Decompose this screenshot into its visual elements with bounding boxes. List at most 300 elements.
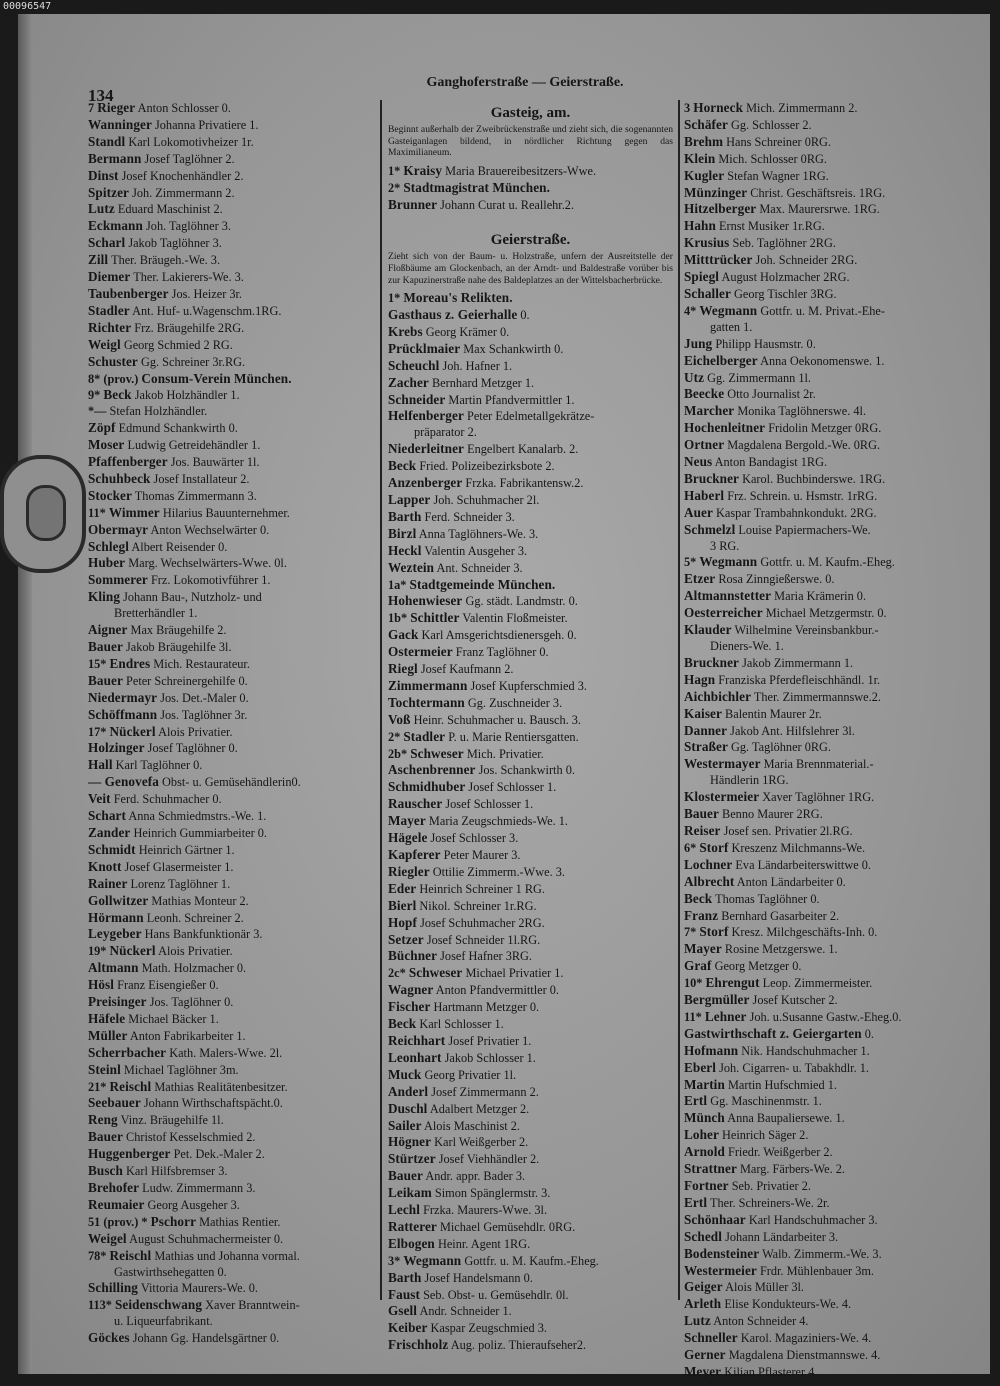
resident-detail: Peter Schreinergehilfe 0. (126, 673, 248, 688)
directory-entry (388, 307, 673, 324)
resident-name: Bruckner (684, 470, 740, 486)
resident-name: Kugler (684, 167, 725, 183)
resident-detail: Monika Taglöhnerswe. 4l. (737, 404, 867, 419)
resident-detail: Josef Glasermeister 1. (124, 859, 234, 874)
resident-name: Weztein (388, 559, 435, 575)
directory-entry (388, 475, 673, 492)
resident-name: Anzenberger (388, 475, 463, 491)
resident-detail: Anna Oekonomenswe. 1. (760, 353, 885, 368)
directory-entry (684, 756, 964, 773)
resident-detail: Anton Wechselwärter 0. (150, 522, 270, 537)
directory-entry (388, 593, 673, 610)
resident-detail: Frdr. Mühlenbauer 3m. (759, 1263, 875, 1278)
resident-detail: Jakob Taglöhner 3. (128, 236, 222, 251)
directory-entry (88, 673, 376, 690)
resident-name: Schmidhuber (388, 779, 466, 795)
resident-name: Wegmann (699, 302, 758, 318)
directory-entry (388, 1118, 673, 1135)
directory-entry (684, 437, 964, 454)
resident-name: Stadtmagistrat München. (403, 179, 551, 195)
resident-name: Haberl (684, 487, 725, 503)
house-number: 2c* (388, 966, 406, 981)
resident-detail: Maria Krämerin 0. (774, 589, 867, 604)
house-number: 2* (388, 729, 401, 744)
resident-detail: Ferd. Schuhmacher 0. (113, 792, 222, 807)
resident-name: Muck (388, 1066, 422, 1082)
resident-detail: Gastwirthsehegatten 0. (114, 1264, 227, 1279)
resident-detail: Joh. Hafner 1. (442, 358, 513, 373)
directory-entry (88, 269, 376, 286)
directory-entry (388, 847, 673, 864)
directory-entry (88, 371, 376, 388)
page-edge-shadow (18, 14, 32, 1374)
resident-detail: Heinrich Säger 2. (722, 1128, 809, 1143)
resident-name: Gsell (388, 1303, 418, 1319)
resident-name: Franz (684, 907, 719, 923)
resident-name: Aichbichler (684, 688, 752, 704)
resident-detail: August Schuhmachermeister 0. (129, 1231, 284, 1246)
resident-detail: Michael Bäcker 1. (128, 1011, 219, 1026)
directory-entry (684, 1077, 964, 1094)
resident-name: Wegmann (699, 554, 758, 570)
resident-name: Neus (684, 454, 713, 470)
resident-name: Moreau's Relikten. (403, 290, 513, 306)
directory-entry (88, 960, 376, 977)
resident-detail: Jakob Schlosser 1. (444, 1050, 536, 1065)
resident-detail: Max Schankwirth 0. (463, 341, 564, 356)
resident-detail: Bernhard Gasarbeiter 2. (721, 908, 840, 923)
resident-detail: Nik. Handschuhmacher 1. (741, 1043, 870, 1058)
directory-entry (88, 825, 376, 842)
resident-name: Niederleitner (388, 441, 464, 457)
resident-name: Graf (684, 958, 712, 974)
directory-entry (88, 168, 376, 185)
directory-entry (684, 554, 964, 571)
directory-entry (684, 386, 964, 403)
resident-detail: Josef Kutscher 2. (752, 993, 838, 1008)
resident-name: Beck (103, 387, 132, 403)
directory-entry (684, 672, 964, 689)
directory-entry (684, 505, 964, 522)
directory-entry (684, 588, 964, 605)
directory-entry (88, 1280, 376, 1297)
resident-name: Martin (684, 1076, 725, 1092)
directory-entry (388, 678, 673, 695)
resident-name: Kling (88, 589, 121, 605)
resident-detail: Math. Holzmacher 0. (141, 961, 247, 976)
house-number: 19* (88, 944, 107, 959)
resident-name: Hörmann (88, 909, 144, 925)
directory-entry (388, 1202, 673, 1219)
resident-detail: Pet. Dek.-Maler 2. (173, 1147, 265, 1162)
directory-entry (88, 1265, 376, 1281)
directory-entry (388, 358, 673, 375)
resident-name: Ehrengut (705, 975, 760, 991)
resident-detail: Ther. Lakierers-We. 3. (133, 270, 244, 285)
resident-detail: Heinrich Gärtner 1. (138, 842, 235, 857)
resident-detail: Johanna Privatiere 1. (155, 117, 259, 132)
resident-detail: Joh. Zimmermann 2. (132, 185, 235, 200)
resident-detail: Magdalena Dienstmannswe. 4. (728, 1348, 881, 1363)
resident-name: Pfaffenberger (88, 454, 168, 470)
resident-name: Schweser (408, 965, 463, 981)
directory-entry (88, 656, 376, 673)
directory-entry (684, 1229, 964, 1246)
resident-detail: Alois Privatier. (158, 944, 233, 959)
resident-name: Reischl (109, 1078, 152, 1094)
resident-name: Schittler (410, 610, 460, 626)
directory-entry (684, 655, 964, 672)
resident-name: Frischholz (388, 1337, 449, 1353)
resident-name: Aigner (88, 622, 128, 638)
resident-name: Gasthaus z. Geierhalle (388, 307, 518, 322)
resident-detail: Josef sen. Privatier 2l.RG. (723, 823, 853, 838)
resident-name: Schedl (684, 1228, 722, 1244)
resident-name: Diemer (88, 269, 131, 285)
resident-detail: 3 RG. (710, 538, 740, 553)
directory-entry (388, 1084, 673, 1101)
directory-entry (388, 948, 673, 965)
resident-detail: Anton Schlosser 0. (137, 101, 231, 115)
directory-entry (388, 661, 673, 678)
resident-name: Göckes (88, 1330, 130, 1346)
resident-detail: Gottfr. u. M. Privat.-Ehe- (760, 303, 885, 318)
resident-name: Sailer (388, 1117, 422, 1133)
directory-entry (88, 943, 376, 960)
directory-entry (88, 977, 376, 994)
resident-detail: Josef Kaufmann 2. (420, 662, 514, 677)
resident-detail: Gg. Zimmermann 1l. (707, 370, 811, 385)
directory-entry (88, 522, 376, 539)
resident-detail: Aug. poliz. Thieraufseher2. (450, 1338, 587, 1353)
resident-name: Huber (88, 555, 126, 571)
resident-name: Gastwirthschaft z. Geiergarten (684, 1025, 862, 1041)
directory-entry (684, 941, 964, 958)
directory-entry (684, 1093, 964, 1110)
resident-name: Dinst (88, 167, 119, 183)
resident-detail: Ferd. Schneider 3. (424, 509, 515, 524)
resident-name: Helfenberger (388, 408, 464, 424)
house-number: 4* (684, 303, 697, 318)
resident-name: Bierl (388, 897, 417, 913)
resident-name: Strattner (684, 1161, 737, 1177)
column-3 (684, 100, 964, 1381)
resident-name: Schmelzl (684, 521, 736, 537)
directory-entry (88, 420, 376, 437)
directory-entry (684, 1043, 964, 1060)
house-number: 78* (88, 1248, 107, 1263)
resident-detail: gatten 1. (710, 319, 753, 334)
resident-detail: Joh. Cigarren- u. Tabakhdlr. 1. (719, 1060, 869, 1075)
resident-name: Loher (684, 1127, 719, 1143)
resident-detail: Thomas Zimmermann 3. (134, 488, 257, 503)
resident-detail: Obst- u. Gemüsehändlerin0. (162, 775, 301, 790)
column-rule-left (380, 100, 382, 1300)
resident-name: — Genovefa (88, 774, 159, 790)
resident-name: Lutz (684, 1313, 711, 1329)
resident-detail: Eduard Maschinist 2. (117, 202, 223, 217)
resident-name: Aschenbrenner (388, 762, 476, 778)
resident-name: Krebs (388, 323, 423, 339)
resident-detail: Franz Eisengießer 0. (117, 978, 219, 993)
resident-name: Bauer (88, 639, 123, 654)
resident-detail: Joh. Taglöhner 3. (146, 219, 231, 234)
resident-detail: Christof Kesselschmied 2. (126, 1130, 256, 1145)
resident-name: Lutz (88, 201, 115, 217)
resident-name: Hohenwieser (388, 593, 463, 609)
resident-detail: Magdalena Bergold.-We. 0RG. (727, 438, 881, 453)
resident-detail: Lorenz Taglöhner 1. (130, 876, 231, 891)
house-number: 51 (prov.) * (88, 1214, 148, 1229)
directory-entry (388, 1219, 673, 1236)
directory-entry (684, 874, 964, 891)
resident-name: Ertl (684, 1194, 708, 1210)
resident-name: Hägele (388, 830, 428, 846)
house-number: 6* (684, 840, 697, 855)
resident-detail: Josef Schneider 1l.RG. (426, 932, 541, 947)
resident-detail: Max Bräugehilfe 2. (130, 623, 227, 638)
resident-name: Utz (684, 369, 705, 385)
resident-name: Lehner (704, 1008, 747, 1024)
resident-name: Hochenleitner (684, 420, 766, 436)
resident-detail: Heinrich Schreiner 1 RG. (419, 881, 545, 896)
resident-detail: Peter Maurer 3. (443, 848, 521, 862)
house-number: 11* (684, 1009, 702, 1024)
house-number: 17* (88, 724, 107, 739)
resident-name: Duschl (388, 1100, 428, 1116)
house-number: 1a* (388, 577, 407, 592)
directory-entry (684, 891, 964, 908)
directory-entry (88, 1214, 376, 1231)
resident-name: Barth (388, 508, 422, 524)
resident-name: Hahn (684, 218, 716, 234)
directory-entry (88, 926, 376, 943)
resident-detail: Gottfr. u. M. Kaufm.-Eheg. (760, 555, 895, 570)
resident-detail: Nikol. Schreiner 1r.RG. (419, 898, 537, 913)
directory-entry (88, 842, 376, 859)
directory-entry (388, 915, 673, 932)
resident-name: Beck (388, 458, 417, 474)
resident-name: Seidenschwang (115, 1297, 203, 1313)
resident-name: Birzl (388, 525, 417, 541)
directory-entry (388, 965, 673, 982)
directory-entry (684, 806, 964, 823)
directory-entry (684, 975, 964, 992)
resident-detail: Albert Reisender 0. (131, 539, 228, 554)
resident-name: Niedermayr (88, 689, 158, 705)
resident-name: Stocker (88, 487, 132, 503)
directory-entry (88, 185, 376, 202)
resident-detail: Philipp Hausmstr. 0. (715, 336, 816, 351)
resident-detail: Leop. Zimmermeister. (762, 976, 873, 991)
directory-entry (88, 1330, 376, 1347)
directory-entry (88, 1231, 376, 1248)
directory-entry (88, 589, 376, 606)
resident-detail: Johann Ländarbeiter 3. (725, 1229, 839, 1244)
resident-detail: Johann Gg. Handelsgärtner 0. (132, 1331, 280, 1346)
directory-entry (388, 746, 673, 763)
directory-entry (88, 757, 376, 774)
resident-name: Horneck (693, 100, 744, 115)
resident-detail: Joh. Schneider 2RG. (755, 253, 858, 268)
directory-entry (388, 864, 673, 881)
resident-detail: Mathias Realitätenbesitzer. (154, 1079, 288, 1094)
resident-detail: Jos. Taglöhner 0. (149, 995, 234, 1010)
resident-detail: Kresz. Milchgeschäfts-Inh. 0. (731, 925, 878, 940)
resident-name: Fortner (684, 1178, 729, 1193)
resident-name: Schlegl (88, 538, 129, 554)
resident-name: Nückerl (109, 943, 156, 959)
resident-detail: Anton Ländarbeiter 0. (736, 874, 846, 889)
resident-name: Anderl (388, 1083, 429, 1099)
resident-detail: Gg. Taglöhner 0RG. (731, 740, 832, 755)
resident-detail: Andr. Schneider 1. (419, 1304, 512, 1319)
resident-detail: Heinr. Agent 1RG. (437, 1236, 531, 1251)
resident-name: Steinl (88, 1061, 121, 1077)
resident-detail: Balentin Maurer 2r. (725, 706, 822, 721)
directory-entry (88, 1197, 376, 1214)
section-gap (388, 213, 673, 227)
resident-detail: Josef Installateur 2. (153, 471, 250, 486)
resident-detail: Mich. Zimmermann 2. (746, 101, 858, 115)
resident-detail: Karl Handschuhmacher 3. (748, 1212, 878, 1227)
resident-detail: Seb. Privatier 2. (731, 1179, 811, 1193)
resident-detail: Anna Taglöhners-We. 3. (418, 526, 539, 541)
directory-entry (88, 1045, 376, 1062)
resident-name: Beecke (684, 386, 725, 402)
directory-entry (684, 100, 964, 117)
house-number: 15* (88, 656, 107, 671)
directory-entry (388, 813, 673, 830)
directory-entry (684, 1246, 964, 1263)
resident-detail: Kaspar Trambahnkondukt. 2RG. (716, 505, 877, 520)
resident-detail: Gg. Maschinenmstr. 1. (710, 1094, 822, 1109)
resident-detail: Karl Lokomotivheizer 1r. (128, 134, 254, 149)
resident-detail: Jakob Bräugehilfe 3l. (126, 640, 232, 654)
resident-detail: Ther. Zimmermannswe.2. (753, 689, 881, 704)
directory-entry (88, 690, 376, 707)
house-number: 1* (388, 291, 401, 306)
directory-entry (88, 235, 376, 252)
resident-detail: Frzka. Maurers-Wwe. 3l. (423, 1203, 548, 1218)
resident-detail: Josef Schlosser 1. (445, 797, 534, 812)
directory-entry (684, 353, 964, 370)
resident-name: Münzinger (684, 184, 748, 200)
resident-name: Kaiser (684, 705, 722, 721)
house-number: 3 (684, 101, 691, 115)
directory-entry (684, 571, 964, 588)
resident-detail: Maria Brennmaterial.- (763, 757, 874, 772)
resident-name: Voß (388, 711, 411, 727)
resident-name: Jung (684, 335, 713, 351)
resident-detail: Edmund Schankwirth 0. (118, 421, 238, 436)
directory-entry (388, 543, 673, 560)
resident-name: Obermayr (88, 521, 149, 537)
resident-name: Lechl (388, 1202, 421, 1218)
resident-name: Holzinger (88, 740, 145, 756)
directory-entry (88, 1314, 376, 1330)
resident-detail: Josef Privatier 1. (448, 1033, 532, 1048)
directory-entry (88, 1146, 376, 1163)
resident-name: Bruckner (684, 654, 740, 670)
directory-entry (684, 840, 964, 857)
resident-name: Albrecht (684, 873, 735, 889)
resident-detail: Ant. Schneider 3. (436, 560, 523, 575)
directory-entry (684, 269, 964, 286)
directory-entry (684, 454, 964, 471)
resident-name: Reischl (109, 1247, 152, 1263)
directory-entry (88, 1129, 376, 1146)
directory-entry (88, 639, 376, 656)
directory-entry (88, 876, 376, 893)
resident-name: Krusius (684, 235, 730, 251)
resident-name: Beck (684, 890, 713, 906)
resident-name: Schilling (88, 1280, 139, 1296)
resident-detail: Christ. Geschäftsreis. 1RG. (750, 185, 886, 200)
resident-name: Schaller (684, 285, 731, 301)
resident-name: Moser (88, 437, 125, 453)
directory-entry (684, 1195, 964, 1212)
resident-detail: Alois Privatier. (158, 724, 233, 739)
resident-name: Eder (388, 880, 417, 896)
directory-entry (684, 218, 964, 235)
resident-detail: Anna Baupaliersewe. 1. (727, 1111, 845, 1126)
resident-detail: Karol. Magaziniers-We. 4. (740, 1331, 872, 1346)
directory-entry (88, 808, 376, 825)
resident-name: Bauer (88, 672, 123, 688)
directory-entry (388, 1151, 673, 1168)
resident-name: Arnold (684, 1144, 725, 1160)
directory-entry (88, 707, 376, 724)
resident-name: Lapper (388, 491, 431, 507)
resident-detail: Michael Taglöhner 3m. (123, 1062, 239, 1077)
resident-detail: Elise Kondukteurs-We. 4. (724, 1297, 852, 1312)
directory-entry (88, 994, 376, 1011)
directory-entry (388, 627, 673, 644)
directory-entry (684, 605, 964, 622)
resident-detail: Johann Curat u. Reallehr.2. (440, 197, 575, 212)
resident-detail: Georg Tischler 3RG. (734, 286, 837, 301)
resident-name: Rauscher (388, 796, 443, 812)
directory-entry (88, 774, 376, 791)
resident-name: Mayer (388, 813, 426, 829)
resident-detail: Seb. Taglöhner 2RG. (732, 236, 836, 251)
resident-detail: August Holzmacher 2RG. (721, 270, 850, 285)
directory-entry (88, 1028, 376, 1045)
resident-name: Tochtermann (388, 694, 465, 710)
resident-name: Elbogen (388, 1235, 435, 1251)
house-number: 1* (388, 163, 401, 178)
resident-detail: Josef Schlosser 1. (468, 780, 557, 795)
column-rule-right (678, 100, 680, 1300)
resident-detail: Jos. Schankwirth 0. (478, 763, 575, 778)
directory-entry (88, 1095, 376, 1112)
resident-name: Storf (699, 924, 729, 940)
resident-name: Högner (388, 1134, 432, 1150)
resident-detail: 0. (520, 308, 530, 322)
resident-name: Kraisy (403, 162, 443, 178)
directory-entry (684, 1110, 964, 1127)
resident-name: Brehofer (88, 1180, 140, 1195)
directory-entry (388, 1287, 673, 1304)
directory-entry (388, 577, 673, 594)
resident-name: Geiger (684, 1279, 723, 1295)
resident-name: Ratterer (388, 1218, 437, 1234)
resident-name: Busch (88, 1163, 123, 1179)
directory-entry (88, 320, 376, 337)
directory-entry (684, 1364, 964, 1381)
house-number: 5* (684, 555, 697, 570)
